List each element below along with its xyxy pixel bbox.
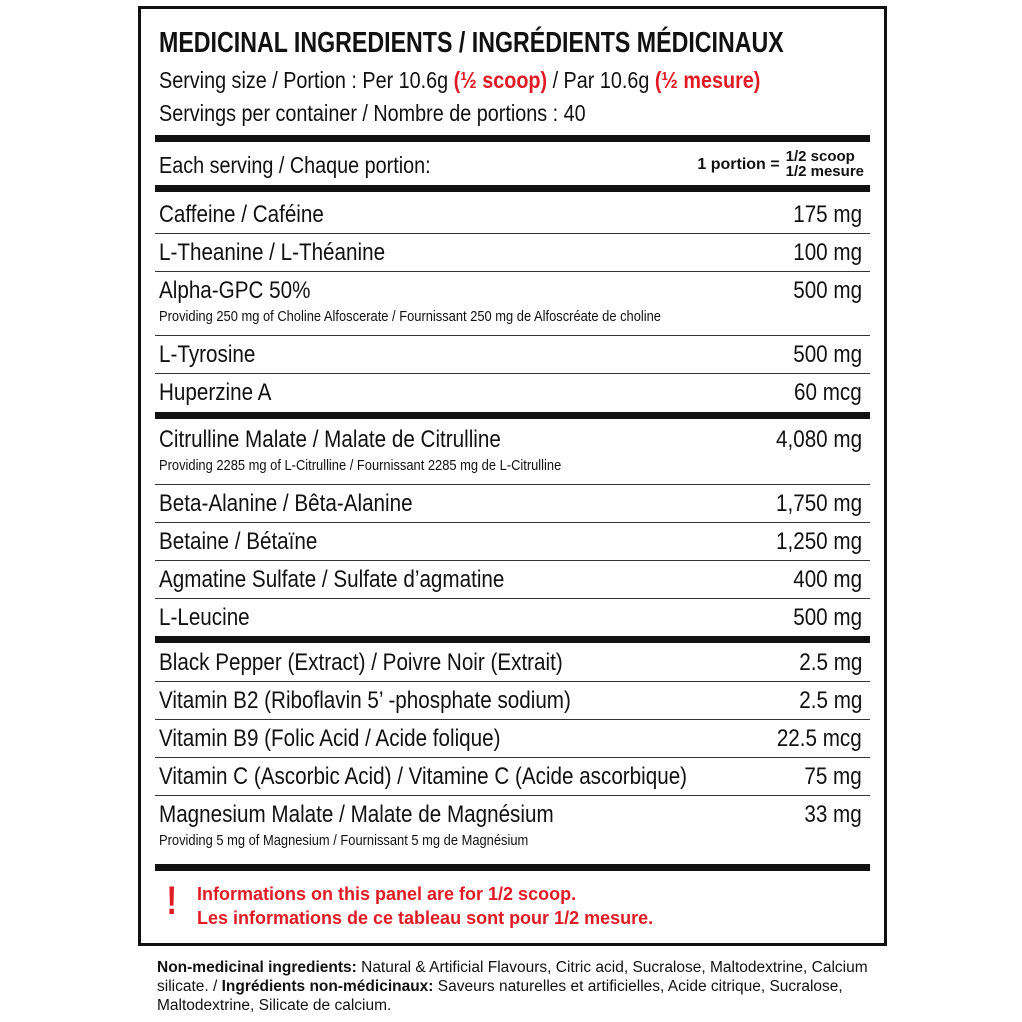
ingredient-name: Magnesium Malate / Malate de Magnésium (159, 801, 554, 828)
serving-scoop: (½ scoop) (453, 67, 548, 93)
ingredient-note: Providing 5 mg of Magnesium / Fournissant 5 mg de Magnésium (159, 832, 529, 849)
ingredient-amount: 33 mg (804, 801, 862, 828)
ingredient-name: Huperzine A (159, 379, 272, 406)
ingredient-amount: 500 mg (793, 277, 862, 304)
ingredient-name: Citrulline Malate / Malate de Citrulline (159, 426, 501, 453)
each-serving-label: Each serving / Chaque portion: (159, 152, 431, 178)
warning-icon: ! (166, 879, 177, 923)
ingredient-amount: 100 mg (793, 239, 862, 266)
divider (155, 412, 870, 419)
ingredient-row (159, 201, 862, 231)
ingredient-amount: 22.5 mcg (777, 725, 862, 752)
divider (155, 335, 870, 336)
ingredient-name: Caffeine / Caféine (159, 201, 324, 228)
divider (155, 185, 870, 192)
divider (155, 373, 870, 374)
ingredient-amount: 2.5 mg (798, 649, 862, 676)
ingredient-amount: 75 mg (804, 763, 862, 790)
ingredient-name: Vitamin B9 (Folic Acid / Acide folique) (159, 725, 501, 752)
portion-equivalence: 1 portion = 1/2 scoop 1/2 mesure (697, 148, 864, 180)
divider (155, 636, 870, 643)
ingredient-row (159, 277, 862, 325)
panel-title: MEDICINAL INGREDIENTS / INGRÉDIENTS MÉDICINAUX (159, 27, 784, 59)
ingredient-name: Betaine / Bétaïne (159, 528, 318, 555)
divider (155, 681, 870, 682)
servings-per-container: Servings per container / Nombre de portions : 40 (159, 100, 586, 126)
ingredient-amount: 1,750 mg (775, 490, 862, 517)
ingredient-row (159, 566, 862, 596)
ingredient-row (159, 379, 862, 409)
serving-measure: (½ mesure) (654, 67, 761, 93)
ingredient-row (159, 604, 862, 634)
divider (155, 271, 870, 272)
ingredient-amount: 1,250 mg (775, 528, 862, 555)
notice-line-en: Informations on this panel are for 1/2 scoop. (197, 884, 577, 904)
ingredient-name: Alpha-GPC 50% (159, 277, 311, 304)
ingredient-row (159, 341, 862, 371)
divider (155, 864, 870, 871)
ingredient-row (159, 528, 862, 558)
ingredient-row (159, 426, 862, 474)
divider (155, 560, 870, 561)
ingredient-amount: 500 mg (793, 341, 862, 368)
ingredient-name: Vitamin C (Ascorbic Acid) / Vitamine C (Acide ascorbique) (159, 763, 688, 790)
divider (155, 598, 870, 599)
divider (155, 484, 870, 485)
non-medicinal-ingredients: Non-medicinal ingredients: Natural & Artificial Flavours, Citric acid, Sucralose, Maltodextrine, Calcium silicate. / Ingrédients non-médicinaux: Saveurs naturelles et artificielles, Acide citrique, Sucralose, Maltodextrine, Silicate de calcium. (157, 959, 868, 1014)
ingredient-name: Agmatine Sulfate / Sulfate d’agmatine (159, 566, 505, 593)
divider (155, 522, 870, 523)
ingredients-panel (138, 6, 887, 946)
ingredient-row (159, 239, 862, 269)
ingredient-amount: 175 mg (793, 201, 862, 228)
divider (155, 233, 870, 234)
ingredient-row (159, 763, 862, 793)
ingredient-name: Vitamin B2 (Riboflavin 5’ -phosphate sodium) (159, 687, 571, 714)
notice-line-fr: Les informations de ce tableau sont pour 1/2 mesure. (197, 908, 654, 928)
ingredient-amount: 400 mg (793, 566, 862, 593)
divider (155, 795, 870, 796)
ingredient-name: L-Tyrosine (159, 341, 256, 368)
ingredient-name: Black Pepper (Extract) / Poivre Noir (Extrait) (159, 649, 563, 676)
divider (155, 135, 870, 142)
serving-size: Serving size / Portion : Per 10.6g (½ scoop) / Par 10.6g (½ mesure) (159, 67, 761, 93)
divider (155, 757, 870, 758)
ingredient-amount: 4,080 mg (775, 426, 862, 453)
ingredient-amount: 2.5 mg (798, 687, 862, 714)
ingredient-note: Providing 250 mg of Choline Alfoscerate / Fournissant 250 mg de Alfoscréate de choline (159, 308, 661, 325)
ingredient-amount: 500 mg (793, 604, 862, 631)
ingredient-name: L-Theanine / L-Théanine (159, 239, 386, 266)
serving-notice (197, 882, 653, 930)
ingredient-name: Beta-Alanine / Bêta-Alanine (159, 490, 413, 517)
divider (155, 719, 870, 720)
ingredient-row (159, 687, 862, 717)
ingredient-amount: 60 mcg (794, 379, 862, 406)
ingredient-name: L-Leucine (159, 604, 250, 631)
ingredient-row (159, 649, 862, 679)
ingredient-row (159, 490, 862, 520)
ingredient-row (159, 725, 862, 755)
ingredient-row (159, 801, 862, 849)
ingredient-note: Providing 2285 mg of L-Citrulline / Fournissant 2285 mg de L-Citrulline (159, 457, 562, 474)
